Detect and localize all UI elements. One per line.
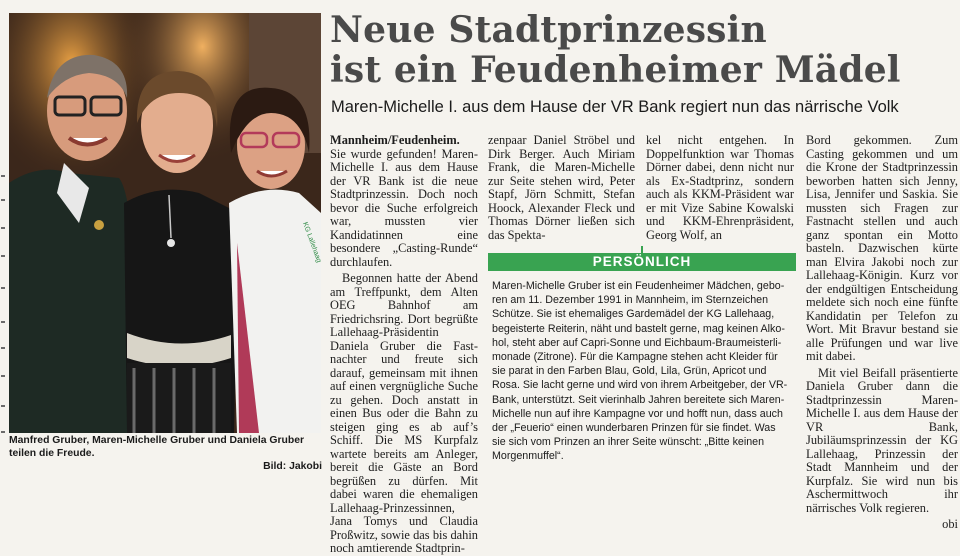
author-initials: obi	[942, 517, 958, 531]
paragraph-body: Begonnen hatte der Abend am Treffpunkt, dem Alten OEG Bahnhof am Friedrichsring. Dort begrüßte Lallehaag-Präsidentin Daniela Gruber die Fastnachter und freute sich darauf, gemeinsam mit ihnen auf einen vergnügliche Suche zu gehen. Doch anstatt in einen Bus oder die Bahn zu steigen ging es ab auf’s Schiff. Die MS Kurpfalz wartete bereits am Anleger, bereit die Gäste an Bord begrüßen zu dürfen. Mit dabei waren die ehemaligen Lallehaag-Prinzessinnen, Jana Tomys und Claudia Proßwitz, sowie das bis dahin noch amtierende Stadtprin-	[330, 271, 478, 555]
photo-credit: Bild: Jakobi	[263, 461, 322, 472]
shirt-logo-text: KG Lallehaag	[301, 221, 323, 264]
headline-line-2: ist ein Feudenheimer Mädel	[330, 49, 901, 91]
caption-text: Manfred Gruber, Maren-Michelle Gruber und Daniela Gruber teilen die Freude.	[9, 435, 305, 459]
column-4-paragraph-2: Mit viel Beifall präsentierte Daniela Gruber dann die Stadtprinzessin Maren-Michelle I. aus dem Hause der VR Bank, Jubiläumsprinzessin der KG Lallehaag, Prinzessin der Stadt Mannheim und der Kurpfalz. Sie wird nun bis Aschermittwoch ihr närrisches Volk regieren.	[806, 365, 958, 515]
article-photo	[9, 13, 321, 433]
article-headline	[330, 10, 950, 90]
lead-text: Sie wurde gefunden! Maren-Michelle I. aus dem Hause der VR Bank ist die neue Stadtprinzessin. Doch noch bevor die Suche erfolgreich war, mussten vier Kandidatinnen eine besondere „Casting-Runde“ durchlaufen.	[330, 146, 478, 269]
photo-illustration	[9, 13, 321, 433]
paragraph-lead	[330, 134, 478, 269]
column-4-paragraph-1: Bord gekommen. Zum Casting gekommen und um die Krone der Stadtprinzessin beworben hatten sich Jenny, Lisa, Jennifer und Saskia. Sie mussten sich Fragen zur Fastnacht stellen und auch ganz spontan ein Motto basteln. Dazwischen kürte man Elvira Jakobi noch zur Lallehaag-Königin. Kurz vor der endgültigen Entscheidung meldete sich noch eine fünfte Kandidatin per Telefon zu Wort. Mit Bravur bestand sie alle Prüfungen und war live mit dabei.	[806, 133, 958, 363]
photo-caption	[9, 434, 322, 473]
column-2-text: zenpaar Daniel Ströbel und Dirk Berger. Auch Miriam Frank, die Maren-Michelle zur Seite stehen wird, Peter Stapf, Jörn Schmitt, Stefan Hoock, Alexander Fleck und Thomas Dörner ließen sich das Spekta-	[488, 133, 635, 242]
article-column-3	[646, 134, 794, 249]
dateline: Mannheim/Feudenheim.	[330, 133, 460, 147]
article-column-1	[330, 133, 478, 555]
info-box-title: PERSÖNLICH	[488, 253, 796, 271]
info-box-text: Maren-Michelle Gruber ist ein Feudenheimer Mädchen, geboren am 11. Dezember 1991 in Mannheim, im Sternzeichen Schütze. Sie ist ehemaliges Gardemädel der KG Lallehaag, begeisterte Reiterin, näht und bastelt gerne, mag keinen Alkohol, steht aber auf Capri-Sonne und Eichbaum-Braumeisterlimonade (Zitrone). Für die Kampagne stehen acht Kleider für sie parat in den Farben Blau, Gold, Lila, Grün, Apricot und Rosa. Sie lacht gerne und wird von ihrem Arbeitgeber, der VR-Bank, unterstützt. Seit vierinhalb Jahren bereitete sich Maren-Michelle nun auf ihre Kampagne vor und hofft nun, dass auch der „Feuerio“ einen wunderbaren Prinzen für sie findet. Was sie sich vom Prinzen an ihrer Seite wünscht: „Bitte keinen Morgenmuffel“.	[492, 280, 788, 463]
article-column-4	[806, 133, 958, 531]
headline-line-1: Neue Stadtprinzessin	[330, 9, 767, 51]
page-edge-marks	[0, 175, 8, 445]
info-box-personal	[488, 253, 796, 463]
article-column-2	[488, 134, 635, 249]
article-subheadline: Maren-Michelle I. aus dem Hause der VR Bank regiert nun das närrische Volk	[331, 98, 899, 116]
column-3-text: kel nicht entgehen. In Doppelfunktion war Thomas Dörner dabei, denn nicht nur als Ex-Stadtprinz, sondern auch als KKM-Präsident war er mit Vize Sabine Kowalski und KKM-Ehrenpräsident, Georg Wolf, an	[646, 133, 794, 242]
